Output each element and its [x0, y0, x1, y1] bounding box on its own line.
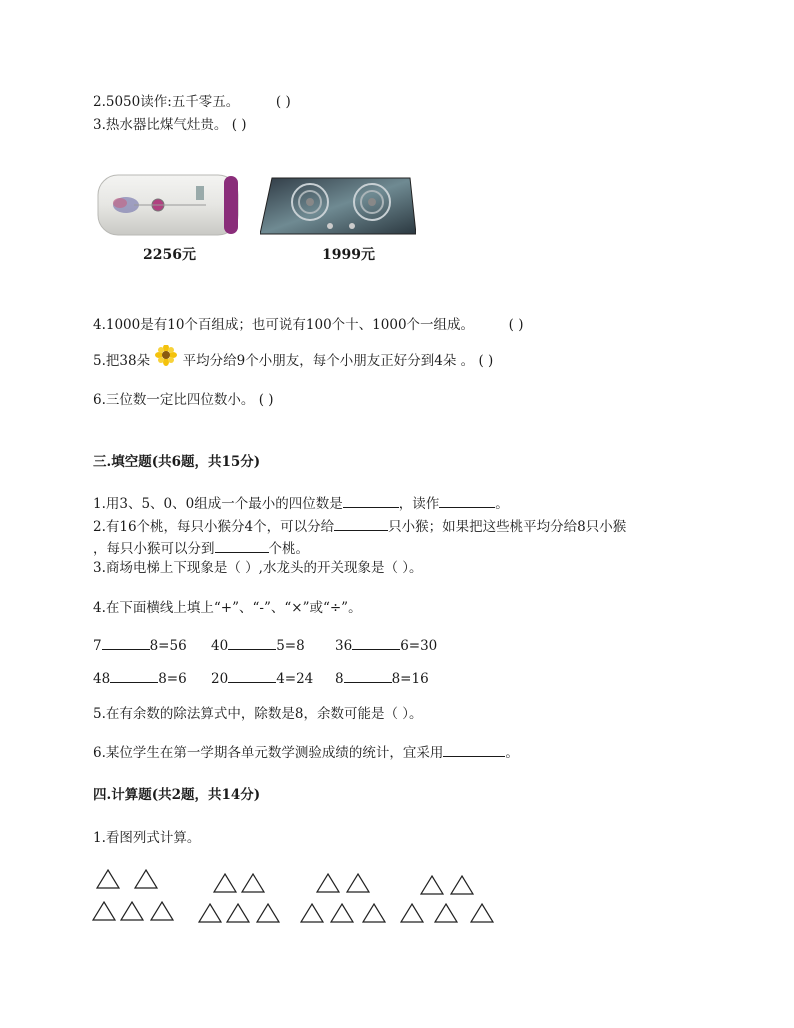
tf-question-5-text-post: 平均分给9个小朋友，每个小朋友正好分到4朵 。: [182, 353, 475, 369]
tf-question-3-text: 3.热水器比煤气灶贵。: [93, 117, 228, 133]
equation-operand: 8: [335, 671, 344, 687]
fill-question-3: 3.商场电梯上下现象是（ ）,水龙头的开关现象是（ ）。: [93, 560, 423, 576]
answer-paren[interactable]: ( ): [478, 353, 494, 369]
triangle-icon: [363, 904, 385, 922]
equation-row-1: [93, 637, 437, 655]
tf-question-2: [93, 93, 291, 111]
equation-result: 5=8: [276, 638, 305, 654]
triangle-icon: [301, 904, 323, 922]
gas-stove-image: [260, 176, 416, 236]
fill-question-2-cont: [93, 540, 309, 558]
equation-operand: 7: [93, 638, 102, 654]
triangle-icon: [227, 904, 249, 922]
fill-question-1-text: 1.用3、5、0、0组成一个最小的四位数是: [93, 496, 343, 512]
tf-question-4: [93, 316, 523, 334]
answer-blank[interactable]: [443, 744, 505, 757]
fill-question-2-text: 2.有16个桃，每只小猴分4个，可以分给: [93, 519, 335, 535]
triangle-icon: [471, 904, 493, 922]
answer-paren[interactable]: ( ): [258, 392, 274, 408]
triangle-icon: [214, 874, 236, 892]
triangle-icon: [242, 874, 264, 892]
equation-result: 6=30: [400, 638, 438, 654]
tf-question-4-text: 4.1000是有10个百组成；也可说有100个十、1000个一组成。: [93, 317, 475, 333]
answer-paren[interactable]: ( ): [231, 117, 247, 133]
fill-question-6-text: 6.某位学生在第一学期各单元数学测验成绩的统计，宜采用: [93, 745, 444, 761]
equation-operand: 40: [211, 638, 229, 654]
triangle-icon: [421, 876, 443, 894]
triangle-icon: [451, 876, 473, 894]
operator-blank[interactable]: [102, 637, 150, 650]
water-heater-image: [96, 172, 242, 238]
operator-blank[interactable]: [344, 670, 392, 683]
answer-paren[interactable]: ( ): [508, 317, 524, 333]
tf-question-6: [93, 391, 274, 409]
equation-result: 8=56: [149, 638, 187, 654]
triangle-icon: [151, 902, 173, 920]
section-4-title: 四.计算题(共2题，共14分): [93, 787, 261, 803]
sunflower-icon: [154, 351, 178, 369]
tf-question-6-text: 6.三位数一定比四位数小。: [93, 392, 255, 408]
operator-blank[interactable]: [228, 670, 276, 683]
triangle-icon: [401, 904, 423, 922]
triangle-icon: [317, 874, 339, 892]
fill-question-2-text-c: ，每只小猴可以分到: [93, 541, 215, 557]
fill-question-1-text-c: 。: [495, 496, 509, 512]
operator-blank[interactable]: [110, 670, 158, 683]
heater-price: 2256元: [143, 247, 196, 263]
stove-price: 1999元: [322, 247, 375, 263]
fill-question-6: [93, 744, 519, 762]
answer-blank[interactable]: [343, 495, 399, 508]
answer-blank[interactable]: [215, 540, 269, 553]
fill-question-6-text-b: 。: [505, 745, 519, 761]
operator-blank[interactable]: [228, 637, 276, 650]
triangle-icon: [93, 902, 115, 920]
triangle-icon: [257, 904, 279, 922]
section-3-title: 三.填空题(共6题，共15分): [93, 454, 261, 470]
triangle-figure: [90, 868, 510, 928]
equation-operand: 36: [335, 638, 353, 654]
operator-blank[interactable]: [352, 637, 400, 650]
equation-operand: 20: [211, 671, 229, 687]
tf-question-2-text: 2.5050读作:五千零五。: [93, 94, 240, 110]
triangle-icon: [199, 904, 221, 922]
triangle-icon: [97, 870, 119, 888]
fill-question-1: [93, 495, 509, 513]
answer-blank[interactable]: [334, 518, 388, 531]
triangle-icon: [331, 904, 353, 922]
equation-result: 4=24: [276, 671, 314, 687]
equation-result: 8=6: [158, 671, 187, 687]
fill-question-2-text-b: 只小猴；如果把这些桃平均分给8只小猴: [388, 519, 627, 535]
answer-paren[interactable]: ( ): [275, 94, 291, 110]
triangle-icon: [347, 874, 369, 892]
triangle-icon: [135, 870, 157, 888]
tf-question-5: [93, 351, 493, 370]
answer-blank[interactable]: [439, 495, 495, 508]
fill-question-4: 4.在下面横线上填上“+”、“-”、“×”或“÷”。: [93, 600, 362, 616]
tf-question-3: [93, 116, 247, 134]
equation-result: 8=16: [391, 671, 429, 687]
fill-question-5: 5.在有余数的除法算式中，除数是8，余数可能是（ ）。: [93, 706, 423, 722]
triangle-icon: [121, 902, 143, 920]
fill-question-2-text-d: 个桃。: [268, 541, 309, 557]
triangle-icon: [435, 904, 457, 922]
equation-operand: 48: [93, 671, 111, 687]
tf-question-5-text-pre: 5.把38朵: [93, 353, 151, 369]
fill-question-2: [93, 518, 626, 536]
fill-question-1-text-b: ，读作: [398, 496, 440, 512]
calc-question-1: 1.看图列式计算。: [93, 830, 201, 846]
equation-row-2: [93, 670, 429, 688]
